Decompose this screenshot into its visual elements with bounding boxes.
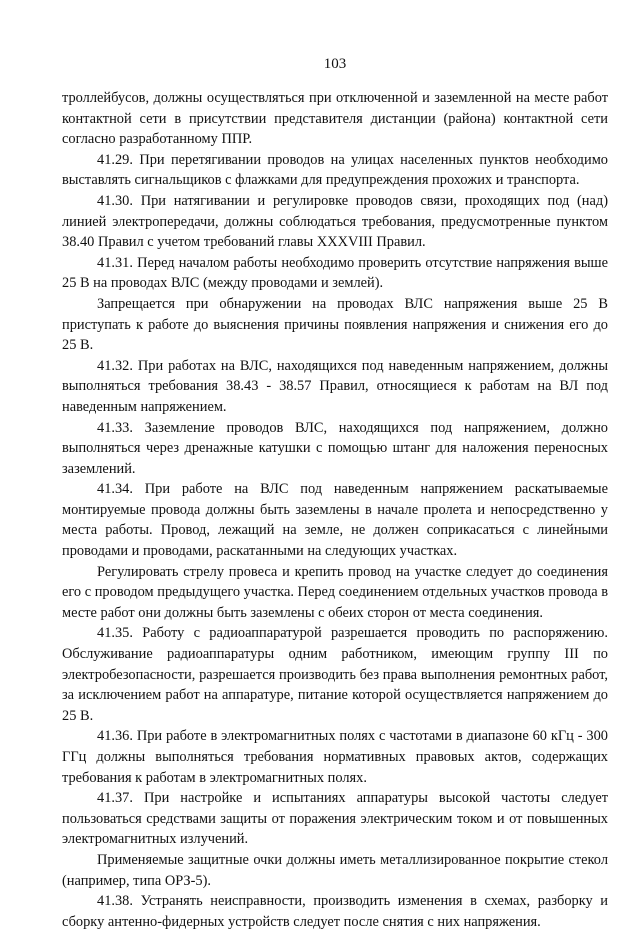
paragraph-41-35: 41.35. Работу с радиоаппаратурой разрешается проводить по распоряжению. Обслуживание радиоаппаратуры одним работником, имеющим группу III по электробезопасности, разрешается производить без права выполнения ремонтных работ, за исключением работ на аппаратуре, питание которой осуществляется напряжением до 25 В.: [62, 625, 608, 724]
paragraph-41-32: 41.32. При работах на ВЛС, находящихся под наведенным напряжением, должны выполняться требования 38.43 - 38.57 Правил, относящиеся к работам на ВЛ под наведенным напряжением.: [62, 357, 608, 415]
paragraph-41-31-prohibition: Запрещается при обнаружении на проводах ВЛС напряжения выше 25 В приступать к работе до выяснения причины появления напряжения и снижения его до 25 В.: [62, 295, 608, 354]
paragraph-41-37-glasses: Применяемые защитные очки должны иметь металлизированное покрытие стекол (например, типа ОРЗ-5).: [62, 851, 608, 889]
document-body: [62, 88, 608, 932]
paragraph-41-37: 41.37. При настройке и испытаниях аппаратуры высокой частоты следует пользоваться средствами защиты от поражения электрическим током и от повышенных электромагнитных излучений.: [62, 790, 608, 848]
paragraph-41-38: 41.38. Устранять неисправности, производить изменения в схемах, разборку и сборку антенно-фидерных устройств следует после снятия с них напряжения.: [62, 893, 608, 930]
paragraph-41-34-regulation: Регулировать стрелу провеса и крепить провод на участке следует до соединения его с проводом предыдущего участка. Перед соединением отдельных участков провода в месте работ они должны быть заземлены с обеих сторон от места соединения.: [62, 563, 608, 621]
paragraph-41-30: 41.30. При натягивании и регулировке проводов связи, проходящих под (над) линией электропередачи, должны соблюдаться требования, предусмотренные пунктом 38.40 Правил с учетом требований главы XXXVIII Правил.: [62, 192, 608, 251]
paragraph-continuation: троллейбусов, должны осуществляться при отключенной и заземленной на месте работ контактной сети в присутствии представителя дистанции (района) контактной сети согласно разработанному ППР.: [62, 90, 608, 148]
page-number: 103: [323, 56, 347, 72]
paragraph-41-34: 41.34. При работе на ВЛС под наведенным напряжением раскатываемые монтируемые провода должны быть заземлены в начале пролета и непосредственно у места работы. Провод, лежащий на земле, не должен соприкасаться с линейными проводами и проводами, раскатанными на следующих участках.: [62, 481, 608, 560]
paragraph-41-31: 41.31. Перед началом работы необходимо проверить отсутствие напряжения выше 25 В на проводах ВЛС (между проводами и землей).: [62, 254, 608, 292]
paragraph-41-33: 41.33. Заземление проводов ВЛС, находящихся под напряжением, должно выполняться через дренажные катушки с помощью штанг для наложения переносных заземлений.: [62, 419, 608, 477]
paragraph-41-29: 41.29. При перетягивании проводов на улицах населенных пунктов необходимо выставлять сигнальщиков с флажками для предупреждения прохожих и транспорта.: [62, 151, 608, 189]
paragraph-41-36: 41.36. При работе в электромагнитных полях с частотами в диапазоне 60 кГц - 300 ГГц должны выполняться требования нормативных правовых актов, содержащих требования к работам в электромагнитных полях.: [62, 728, 608, 786]
